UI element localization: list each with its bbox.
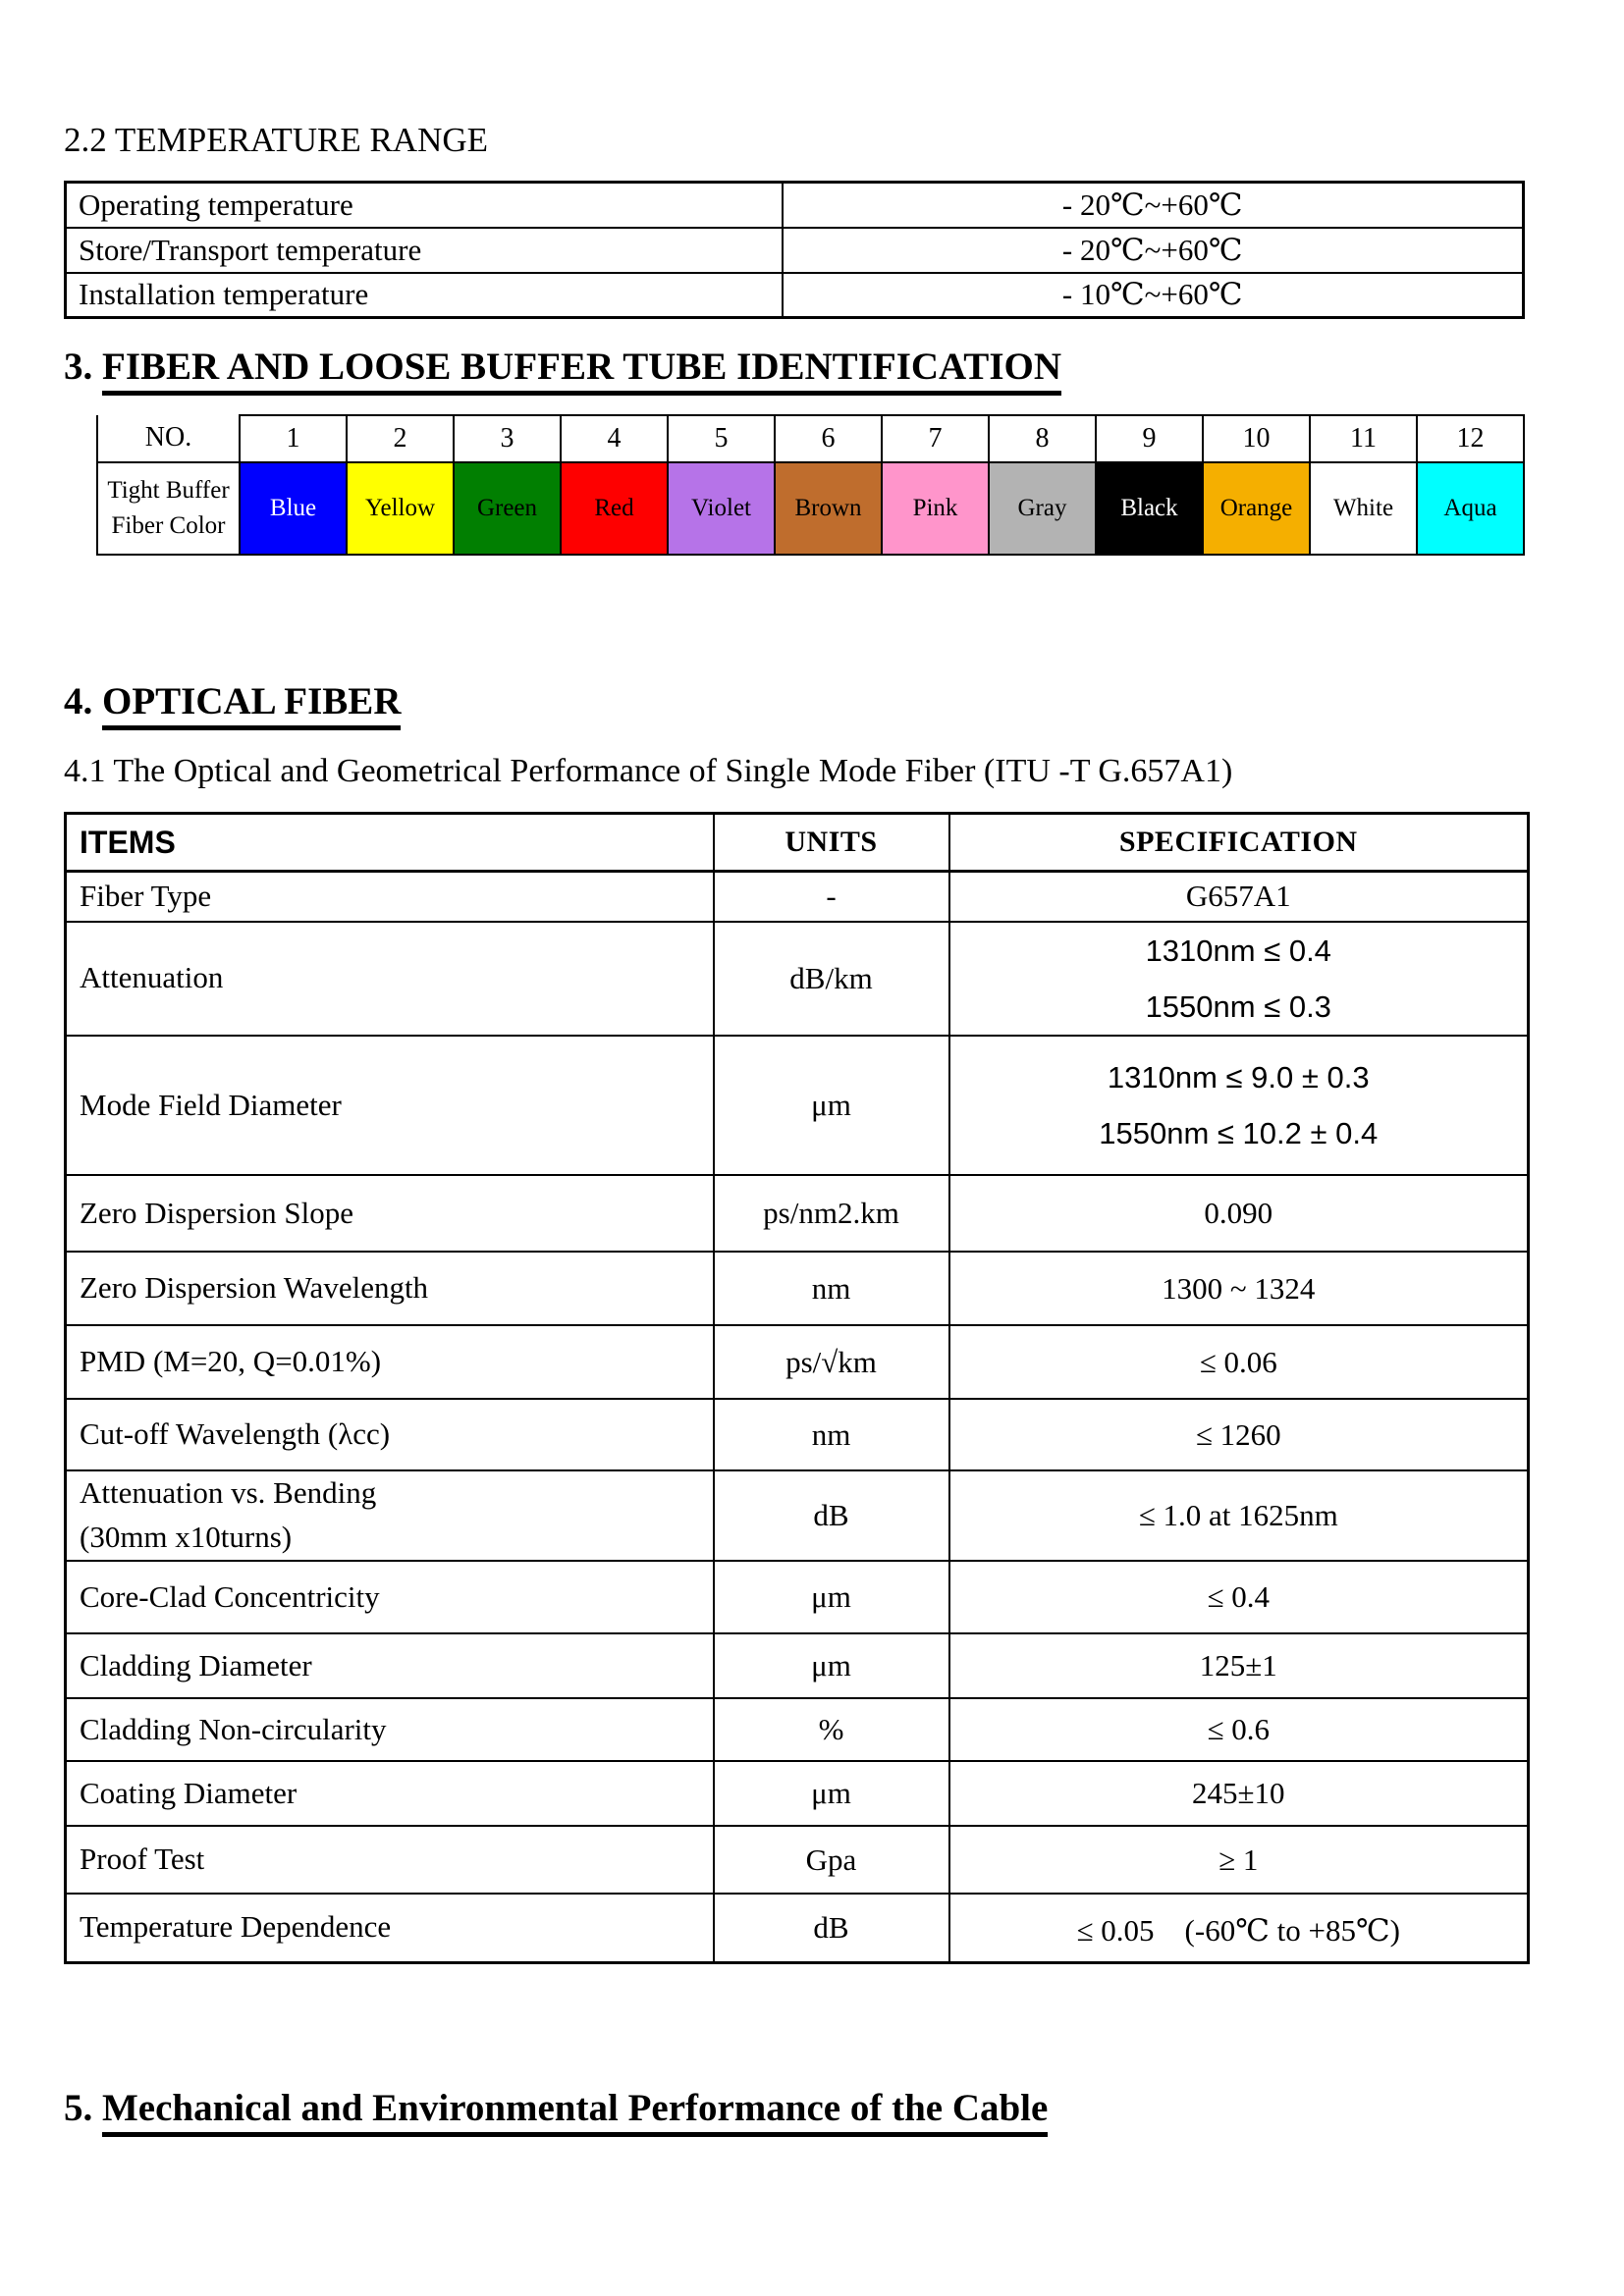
items-header: ITEMS — [66, 814, 714, 872]
spec-cell: 245±10 — [949, 1761, 1529, 1826]
unit-cell: dB — [714, 1894, 949, 1962]
section-5-number: 5. — [64, 2086, 93, 2129]
spec-cell: ≤ 0.4 — [949, 1561, 1529, 1633]
item-line: Attenuation vs. Bending — [80, 1475, 377, 1511]
item-cell: Proof Test — [66, 1826, 714, 1894]
section-4-1-subtitle: 4.1 The Optical and Geometrical Performance of Single Mode Fiber (ITU -T G.657A1) — [64, 752, 1233, 789]
label-line: Tight Buffer — [107, 476, 230, 504]
color-no-cell: 11 — [1310, 415, 1417, 462]
unit-cell: dB/km — [714, 922, 949, 1037]
buffer-fiber-color-label — [97, 462, 240, 555]
item-cell: Cladding Diameter — [66, 1633, 714, 1698]
color-swatch-black: Black — [1096, 462, 1203, 555]
table-row — [66, 1894, 1529, 1962]
color-swatch-orange: Orange — [1203, 462, 1310, 555]
table-row — [66, 1826, 1529, 1894]
color-no-cell: 6 — [775, 415, 882, 462]
spec-cell: 1300 ~ 1324 — [949, 1252, 1529, 1325]
item-line: (30mm x10turns) — [80, 1520, 293, 1555]
spec-cell — [949, 922, 1529, 1037]
color-no-cell: 3 — [454, 415, 561, 462]
spec-cell: ≤ 0.06 — [949, 1325, 1529, 1399]
spec-cell: ≤ 1.0 at 1625nm — [949, 1470, 1529, 1561]
unit-cell: μm — [714, 1561, 949, 1633]
spec-cell: ≤ 0.6 — [949, 1698, 1529, 1761]
fiber-color-table — [96, 414, 1525, 556]
color-swatch-white: White — [1310, 462, 1417, 555]
table-row — [66, 922, 1529, 1037]
item-cell: Core-Clad Concentricity — [66, 1561, 714, 1633]
spec-line: 1550nm ≤ 0.3 — [1145, 988, 1331, 1024]
item-cell: Temperature Dependence — [66, 1894, 714, 1962]
color-no-cell: 1 — [240, 415, 347, 462]
spec-cell — [949, 1036, 1529, 1175]
unit-cell: μm — [714, 1761, 949, 1826]
table-row — [66, 1175, 1529, 1252]
item-cell: Cladding Non-circularity — [66, 1698, 714, 1761]
unit-cell: nm — [714, 1252, 949, 1325]
color-swatch-pink: Pink — [882, 462, 989, 555]
temp-row-label: Installation temperature — [66, 273, 783, 318]
table-row — [66, 1698, 1529, 1761]
table-row — [66, 273, 1524, 318]
item-cell: Mode Field Diameter — [66, 1036, 714, 1175]
item-cell: Cut-off Wavelength (λcc) — [66, 1399, 714, 1470]
section-4-title — [64, 679, 1526, 725]
table-row — [66, 228, 1524, 273]
spec-cell: ≥ 1 — [949, 1826, 1529, 1894]
color-swatch-gray: Gray — [989, 462, 1096, 555]
color-swatch-violet: Violet — [668, 462, 775, 555]
spec-cell: 125±1 — [949, 1633, 1529, 1698]
color-no-cell: 9 — [1096, 415, 1203, 462]
color-swatch-aqua: Aqua — [1417, 462, 1524, 555]
spec-line: 1310nm ≤ 0.4 — [1145, 933, 1331, 968]
table-row — [66, 1633, 1529, 1698]
table-row — [66, 1561, 1529, 1633]
color-swatch-green: Green — [454, 462, 561, 555]
spec-cell: 0.090 — [949, 1175, 1529, 1252]
color-no-cell: 5 — [668, 415, 775, 462]
item-cell: Zero Dispersion Wavelength — [66, 1252, 714, 1325]
specification-header: SPECIFICATION — [949, 814, 1529, 872]
table-row — [66, 1252, 1529, 1325]
table-row — [66, 183, 1524, 228]
temperature-range-table — [64, 181, 1525, 319]
unit-cell: nm — [714, 1399, 949, 1470]
temp-row-label: Operating temperature — [66, 183, 783, 228]
section-3-title — [64, 345, 1526, 391]
unit-cell: % — [714, 1698, 949, 1761]
color-no-cell: 8 — [989, 415, 1096, 462]
section-4-title-text: OPTICAL FIBER — [102, 680, 401, 730]
color-swatch-blue: Blue — [240, 462, 347, 555]
no-header-cell: NO. — [97, 415, 240, 462]
unit-cell: ps/√km — [714, 1325, 949, 1399]
spec-cell: ≤ 1260 — [949, 1399, 1529, 1470]
section-3-title-text: FIBER AND LOOSE BUFFER TUBE IDENTIFICATION — [102, 346, 1061, 396]
units-header: UNITS — [714, 814, 949, 872]
color-swatch-red: Red — [561, 462, 668, 555]
table-row — [66, 1036, 1529, 1175]
table-row — [66, 1399, 1529, 1470]
section-3-number: 3. — [64, 346, 93, 388]
color-swatch-yellow: Yellow — [347, 462, 454, 555]
color-number-row — [97, 415, 1524, 462]
item-cell: Fiber Type — [66, 872, 714, 922]
temp-row-value: - 10℃~+60℃ — [783, 273, 1524, 318]
section-4-number: 4. — [64, 679, 93, 722]
color-no-cell: 2 — [347, 415, 454, 462]
color-no-cell: 4 — [561, 415, 668, 462]
item-cell: Coating Diameter — [66, 1761, 714, 1826]
spec-line: 1310nm ≤ 9.0 ± 0.3 — [1107, 1059, 1370, 1095]
temp-row-value: - 20℃~+60℃ — [783, 228, 1524, 273]
optical-fiber-spec-table — [64, 812, 1530, 1964]
item-cell — [66, 1470, 714, 1561]
color-no-cell: 7 — [882, 415, 989, 462]
unit-cell: ps/nm2.km — [714, 1175, 949, 1252]
table-row — [66, 872, 1529, 922]
unit-cell: μm — [714, 1036, 949, 1175]
table-row — [66, 1325, 1529, 1399]
temp-row-value: - 20℃~+60℃ — [783, 183, 1524, 228]
label-line: Fiber Color — [111, 511, 226, 539]
color-no-cell: 10 — [1203, 415, 1310, 462]
unit-cell: μm — [714, 1633, 949, 1698]
spec-line: 1550nm ≤ 10.2 ± 0.4 — [1099, 1116, 1379, 1151]
color-swatch-brown: Brown — [775, 462, 882, 555]
spec-cell: G657A1 — [949, 872, 1529, 922]
section-5-title-text: Mechanical and Environmental Performance of the Cable — [102, 2087, 1048, 2137]
item-cell: Zero Dispersion Slope — [66, 1175, 714, 1252]
item-cell: PMD (M=20, Q=0.01%) — [66, 1325, 714, 1399]
unit-cell: Gpa — [714, 1826, 949, 1894]
unit-cell: dB — [714, 1470, 949, 1561]
unit-cell: - — [714, 872, 949, 922]
spec-cell: ≤ 0.05 (-60℃ to +85℃) — [949, 1894, 1529, 1962]
section-5-title — [64, 2086, 1526, 2132]
temp-row-label: Store/Transport temperature — [66, 228, 783, 273]
section-2-2-title: 2.2 TEMPERATURE RANGE — [64, 121, 489, 159]
table-row — [66, 1470, 1529, 1561]
table-row — [66, 1761, 1529, 1826]
color-name-row — [97, 462, 1524, 555]
item-cell: Attenuation — [66, 922, 714, 1037]
color-no-cell: 12 — [1417, 415, 1524, 462]
table-header-row — [66, 814, 1529, 872]
